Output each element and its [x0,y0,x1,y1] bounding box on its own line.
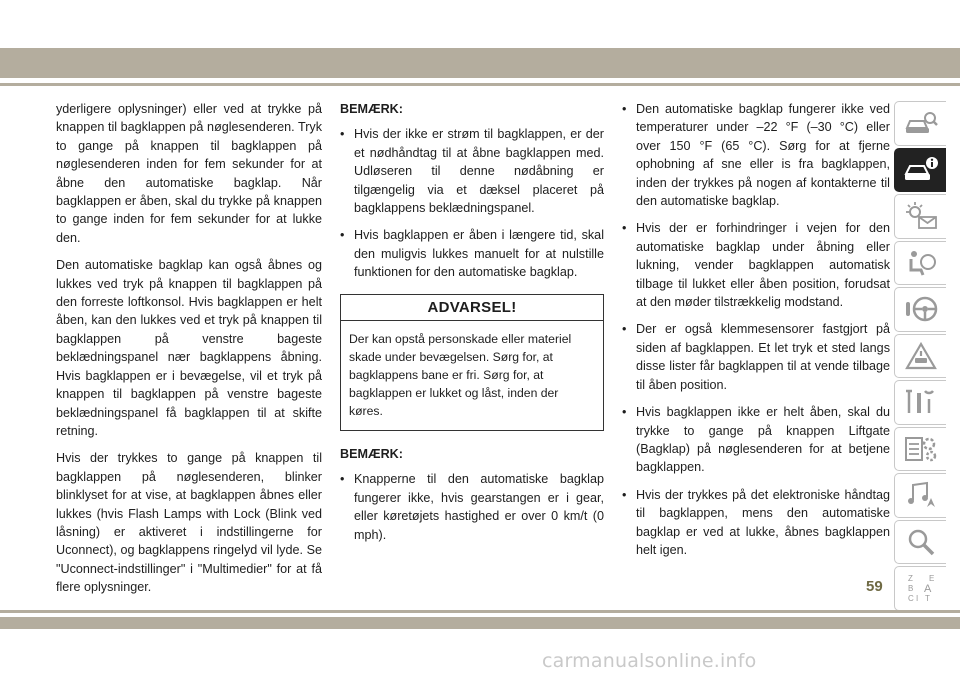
note-title: BEMÆRK: [340,102,403,116]
svg-text:A: A [923,583,931,596]
header-rule [0,83,960,86]
wrench-tools-icon [903,387,939,417]
warning-text: Der kan opstå personskade eller materiel skade under bevægelsen. Sørg for, at bagklappens bane er fri. Sørg for, at bagklappen er lukket og låst, inden der køres. [349,332,572,419]
paragraph: Hvis der trykkes to gange på knappen til bagklappen på nøglesenderen, blinker blinklyset for at vise, at bagklappen åbnes eller lukkes (hvis Flash Lamps with Lock (Blink ved låsning) er aktiveret i indstillingerne for Uconnect), og bagklappens ringelyd vil lyde. Se "Uconnect-indstillinger" i "Multimedier" for at få flere oplysninger. [56,451,322,595]
checklist-gears-icon [903,434,939,464]
svg-text:C: C [907,594,914,604]
warning-title: ADVARSEL! [341,295,603,321]
paragraph: Den automatiske bagklap kan også åbnes og lukkes ved tryk på knappen til bagklappen på den forreste loftkonsol. Hvis bagklappen er helt åben, kan den lukkes ved et tryk på knappen til bagklappen på venstre bageste beklædningspanel nær bagklappens åbning. Hvis bagklappen er i bevægelse, vil et tryk på knappen til bagklappen på venstre bageste beklædningspanel få bagklappen til at skifte retning. [56,258,322,438]
list-item: • Knapperne til den automatiske bagklap fungerer ikke, hvis gearstangen er i gear, eller køretøjets hastighed er over 0 km/t (0 mph). [340,470,604,544]
tab-vehicle-intro[interactable] [894,101,946,146]
alphabet-index-icon [903,573,939,603]
svg-text:I: I [915,594,918,604]
tab-multimedia[interactable] [894,473,946,518]
column-middle [340,100,604,553]
list-item: • Hvis der ikke er strøm til bagklappen, er der et nødhåndtag til at åbne bagklappen med. Udløseren til denne nødåbning er tilgængelig via et dæksel placeret på bagklappens beklædningspanel. [340,125,604,217]
tab-index[interactable] [894,566,946,611]
list-item: • Hvis bagklappen er åben i længere tid, skal den muligvis lukkes manuelt for at nulstille funktionen for den automatiske bagklap. [340,226,604,281]
music-nav-icon [903,480,939,510]
tab-technical-specs[interactable] [894,427,946,472]
magnifier-icon [903,527,939,557]
car-info-icon [903,155,939,185]
tab-vehicle-info[interactable] [894,148,946,193]
svg-text:B: B [907,584,913,594]
tab-emergency[interactable] [894,334,946,379]
header-band [0,48,960,78]
tab-servicing[interactable] [894,380,946,425]
tab-warning-lights[interactable] [894,194,946,239]
svg-text:Z: Z [907,574,913,584]
column-right [622,100,890,568]
list-item: • Der er også klemmesensorer fastgjort på siden af bagklappen. Et let tryk et sted langs disse lister får bagklappen til at vende tilbage til åben position. [622,320,890,394]
list-item: • Hvis der trykkes på det elektroniske håndtag til bagklappen, mens den automatiske bagklap er ved at lukke, åbnes bagklappen helt igen. [622,486,890,560]
bullet-list [622,100,890,559]
car-magnifier-icon [903,108,939,138]
warning-light-mail-icon [903,201,939,231]
seat-airbag-icon [903,248,939,278]
watermark: carmanualsonline.info [542,650,757,672]
tab-safety[interactable] [894,241,946,286]
list-item: • Hvis der er forhindringer i vejen for den automatiske bagklap under åbning eller lukning, vender bagklappen automatisk tilbage til lukket eller åben position, forudsat at den møder tilstrækkelig modstand. [622,219,890,311]
warning-box [340,294,604,431]
footer-band [0,617,960,629]
warning-triangle-car-icon [903,341,939,371]
list-item: • Hvis bagklappen ikke er helt åben, skal du trykke to gange på knappen Liftgate (Bagklap) på nøglesenderen for at betjene bagklappen. [622,403,890,477]
note-list [340,125,604,281]
svg-text:E: E [928,574,934,584]
svg-text:T: T [924,594,930,604]
list-item: • Den automatiske bagklap fungerer ikke ved temperaturer under –22 °F (–30 °C) eller over 150 °F (65 °C). Sørg for at fjerne ophobning af sne eller is fra bagklappen, inden der trykkes på nogen af kontakterne til den automatiske bagklap. [622,100,890,210]
page-number: 59 [866,578,883,595]
steering-wheel-icon [903,294,939,324]
footer-rule [0,610,960,613]
note-list [340,470,604,544]
tab-customer-assistance[interactable] [894,520,946,565]
note-title: BEMÆRK: [340,447,403,462]
chapter-tabs [894,101,948,613]
tab-starting-driving[interactable] [894,287,946,332]
paragraph: yderligere oplysninger) eller ved at trykke på knappen til bagklappen på nøglesenderen. Tryk to gange på knappen til bagklappen på nøglesenderen inden for fem sekunder for at åbne den automatiske bagklap. Når bagklappen er åben, skal du trykke på knappen to gange inden for fem sekunder for at lukke den. [56,102,322,245]
column-left [56,100,322,606]
